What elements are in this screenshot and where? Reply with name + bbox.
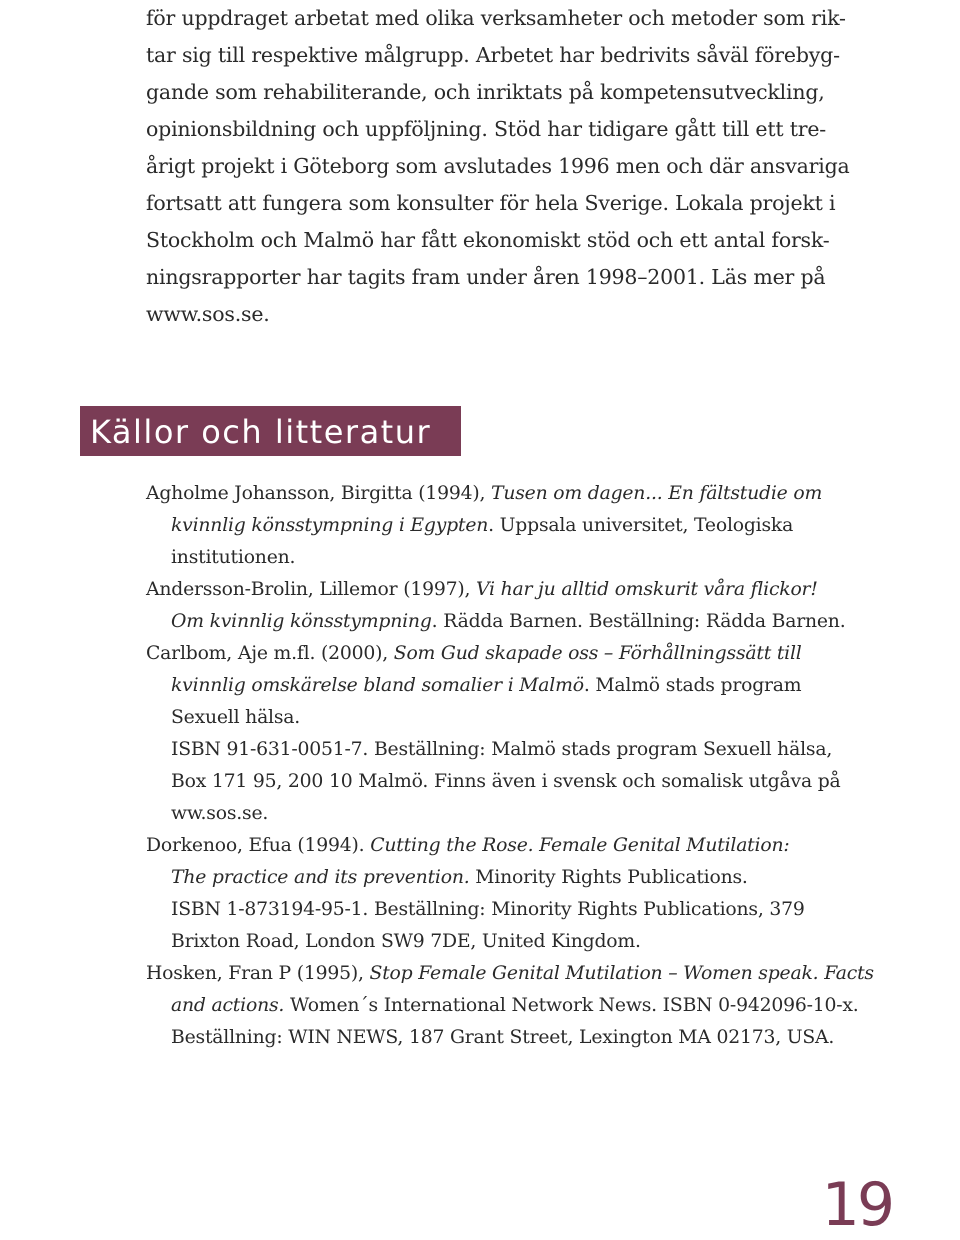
intro-line: opinionsbildning och uppföljning. Stöd har tidigare gått till ett tre- [146,117,827,141]
reference-title-segment: Tusen om dagen... En fältstudie om [491,483,823,504]
intro-line: tar sig till respektive målgrupp. Arbetet har bedrivits såväl förebyg- [146,43,840,67]
section-heading: Källor och litteratur [90,413,432,451]
reference-title-segment: Om kvinnlig könsstympning [171,611,432,632]
intro-line: gande som rehabiliterande, och inriktats på kompetensutveckling, [146,80,825,104]
reference-text-segment: Brixton Road, London SW9 7DE, United Kingdom. [171,931,641,952]
reference-line [146,542,846,574]
reference-text-segment: . Rädda Barnen. Beställning: Rädda Barnen. [431,611,846,632]
reference-title-segment: Stop Female Genital Mutilation – Women speak. Facts [369,963,874,984]
intro-line: ningsrapporter har tagits fram under åren 1998–2001. Läs mer på [146,265,826,289]
reference-line [146,798,846,830]
intro-line: Stockholm och Malmö har fått ekonomiskt stöd och ett antal forsk- [146,228,830,252]
page-number: 19 [821,1170,892,1240]
reference-line [146,478,846,510]
reference-title-segment: Som Gud skapade oss – Förhållningssätt till [393,643,802,664]
reference-line [146,734,846,766]
reference-line [146,990,859,1022]
reference-text-segment: Minority Rights Publications. [469,867,748,888]
reference-text-segment: Women´s International Network News. ISBN 0-942096-10-x. [284,995,859,1016]
reference-title-segment: kvinnlig omskärelse bland somalier i Malmö [171,675,584,696]
reference-entry [146,830,846,958]
reference-text-segment: . Uppsala universitet, Teologiska [488,515,794,536]
reference-text-segment: ISBN 91-631-0051-7. Beställning: Malmö stads program Sexuell hälsa, [171,739,833,760]
reference-title-segment: Cutting the Rose. Female Genital Mutilation: [370,835,790,856]
reference-text-segment: Dorkenoo, Efua (1994). [146,835,371,856]
reference-text-segment: Box 171 95, 200 10 Malmö. Finns även i svensk och somalisk utgåva på [171,771,841,792]
reference-text-segment: Beställning: WIN NEWS, 187 Grant Street, Lexington MA 02173, USA. [171,1027,835,1048]
reference-entry [146,958,874,1054]
reference-text-segment: ISBN 1-873194-95-1. Beställning: Minority Rights Publications, 379 [171,899,805,920]
reference-line [146,702,846,734]
reference-title-segment: and actions. [171,995,285,1016]
reference-text-segment: Carlbom, Aje m.fl. (2000), [146,643,394,664]
reference-text-segment: Agholme Johansson, Birgitta (1994), [146,483,492,504]
reference-line [146,510,846,542]
intro-line: www.sos.se. [146,302,270,326]
reference-entry [146,478,846,574]
reference-text-segment: institutionen. [171,547,296,568]
reference-line [146,766,846,798]
reference-entry [146,574,846,638]
reference-text-segment: Hosken, Fran P (1995), [146,963,370,984]
reference-entry [146,638,846,830]
reference-line [146,830,846,862]
reference-text-segment: . Malmö stads program [583,675,802,696]
reference-title-segment: Vi har ju alltid omskurit våra flickor! [476,579,818,600]
reference-text-segment: ww.sos.se. [171,803,269,824]
reference-text-segment: Andersson-Brolin, Lillemor (1997), [146,579,476,600]
reference-title-segment: kvinnlig könsstympning i Egypten [171,515,489,536]
reference-title-segment: The practice and its prevention. [171,867,470,888]
reference-line [146,670,846,702]
intro-line: för uppdraget arbetat med olika verksamheter och metoder som rik- [146,6,846,30]
section-heading-bar [80,406,461,456]
reference-line [146,606,846,638]
intro-paragraph [146,0,850,333]
reference-line [146,958,874,990]
intro-line: fortsatt att fungera som konsulter för hela Sverige. Lokala projekt i [146,191,836,215]
reference-list [146,478,874,1054]
reference-line [146,1022,846,1054]
reference-line [146,894,846,926]
reference-line [146,638,846,670]
reference-text-segment: Sexuell hälsa. [171,707,301,728]
reference-line [146,926,846,958]
reference-line [146,862,846,894]
reference-line [146,574,846,606]
intro-line: årigt projekt i Göteborg som avslutades 1996 men och där ansvariga [146,154,850,178]
